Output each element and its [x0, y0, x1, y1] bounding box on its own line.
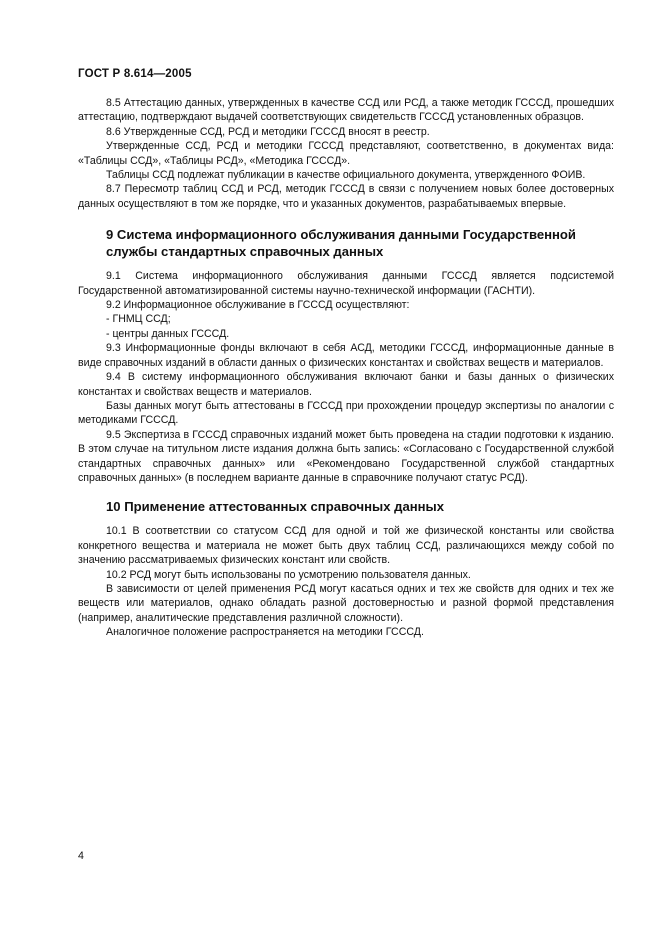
paragraph-8-6-forms: Утвержденные ССД, РСД и методики ГСССД представляют, соответственно, в документах вида: «Таблицы ССД», «Таблицы РСД», «Методика ГСССД».: [78, 140, 614, 167]
paragraph-9-3: 9.3 Информационные фонды включают в себя АСД, методики ГСССД, информационные данные в виде справочных изданий в области данных о физических константах и свойствах веществ и материалов.: [78, 342, 614, 369]
paragraph-10-1: 10.1 В соответствии со статусом ССД для одной и той же физической константы или свойства конкретного вещества и материала не может быть двух таблиц ССД, различающихся между собой по значению рассматриваемых физических констант или свойств.: [78, 525, 614, 567]
paragraph-9-4: 9.4 В систему информационного обслуживания включают банки и базы данных о физических константах и свойствах веществ и материалов.: [78, 371, 614, 398]
paragraph-9-2: 9.2 Информационное обслуживание в ГСССД осуществляют:: [106, 299, 410, 312]
document-code: ГОСТ Р 8.614—2005: [78, 68, 192, 80]
paragraph-10-2-methods: Аналогичное положение распространяется на методики ГСССД.: [106, 626, 424, 639]
paragraph-8-6-publication: Таблицы ССД подлежат публикации в качестве официального документа, утвержденного ФОИВ.: [106, 169, 586, 182]
paragraph-8-7: 8.7 Пересмотр таблиц ССД и РСД, методик ГСССД в связи с получением новых более достоверных данных осуществляют в том же порядке, что и указанных документов, разрабатываемых впервые.: [78, 183, 614, 210]
page-number: 4: [78, 850, 84, 862]
paragraph-9-1: 9.1 Система информационного обслуживания данными ГСССД является подсистемой Государственной автоматизированной системы научно-технической информации (ГАСНТИ).: [78, 270, 614, 297]
paragraph-9-4-databases: Базы данных могут быть аттестованы в ГСССД при прохождении процедур экспертизы по аналогии с методиками ГСССД.: [78, 399, 614, 427]
list-item: - ГНМЦ ССД;: [106, 313, 171, 326]
document-body: [78, 96, 614, 640]
list-item: - центры данных ГСССД.: [106, 327, 230, 340]
section-9-heading: 9 Система информационного обслуживания данными Государственной службы стандартных справочных данных: [106, 227, 576, 260]
paragraph-8-5: 8.5 Аттестацию данных, утвержденных в качестве ССД или РСД, а также методик ГСССД, прошедших аттестацию, подтверждают выдачей соответствующих свидетельств ГСССД установленных образцов.: [78, 97, 614, 124]
paragraph-9-5: 9.5 Экспертиза в ГСССД справочных изданий может быть проведена на стадии подготовки к изданию. В этом случае на титульном листе издания должна быть запись: «Согласовано с Государственной службой стандартных справочных данных» или «Рекомендовано Государственной службой стандартных справочных данных» (в последнем варианте данные в справочнике получают статус РСД).: [78, 428, 614, 484]
section-10-heading: 10 Применение аттестованных справочных данных: [106, 499, 445, 515]
paragraph-8-6: 8.6 Утвержденные ССД, РСД и методики ГСССД вносят в реестр.: [106, 125, 430, 138]
paragraph-10-2-purposes: В зависимости от целей применения РСД могут касаться одних и тех же свойств для одних и тех же веществ или материалов, однако обладать разной достоверностью и разной формой представления (например, аналитические представления различной сложности).: [78, 582, 614, 624]
paragraph-10-2: 10.2 РСД могут быть использованы по усмотрению пользователя данных.: [106, 568, 471, 581]
